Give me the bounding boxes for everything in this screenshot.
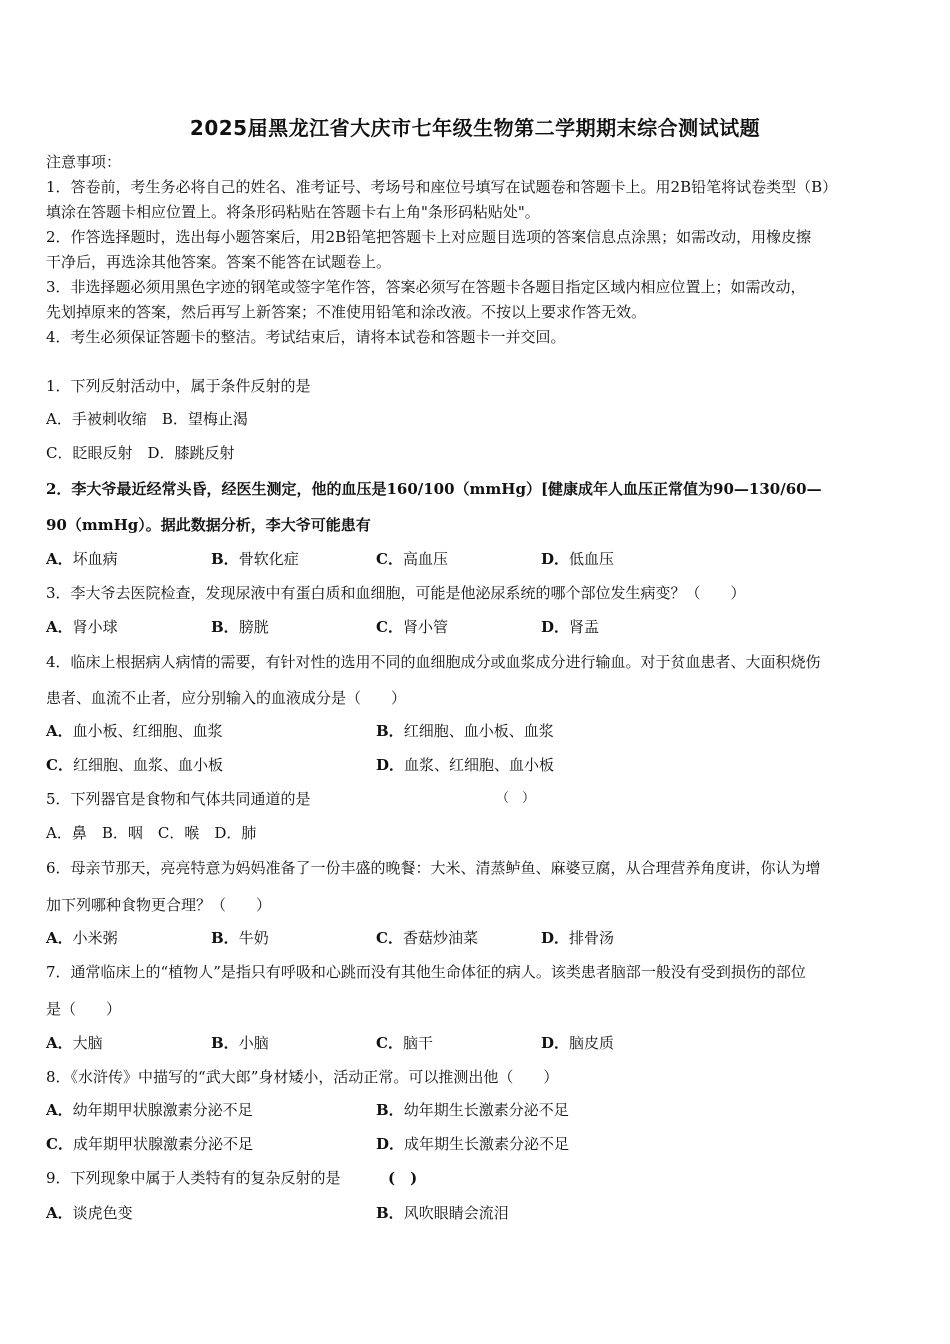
q6-stem-line2: 加下列哪种食物更合理？（ ）	[46, 896, 272, 914]
q8-stem: 8．《水浒传》中描写的“武大郎”身材矮小，活动正常。可以推测出他（ ）	[46, 1068, 559, 1086]
option-letter: A．	[46, 1101, 73, 1119]
option-text: 红细胞、血浆、血小板	[72, 756, 223, 774]
option-text: 坏血病	[72, 550, 118, 568]
option-text: 红细胞、血小板、血浆	[403, 722, 554, 740]
option-letter: D．	[376, 756, 405, 774]
q3-option-d	[541, 617, 599, 637]
q3-option-b	[211, 617, 269, 637]
option-text: 血小板、红细胞、血浆	[72, 722, 223, 740]
notice-line-5: 3．非选择题必须用黑色字迹的钢笔或签字笔作答，答案必须写在答题卡各题目指定区域内相应位置上；如需改动，	[46, 278, 806, 296]
option-text: 牛奶	[238, 929, 269, 947]
option-letter: A．	[46, 1034, 73, 1052]
q8-option-a	[46, 1100, 253, 1120]
q4-stem-line2: 患者、血流不止者，应分别输入的血液成分是（ ）	[46, 689, 407, 707]
option-letter: B．	[211, 550, 239, 568]
option-letter: B．	[376, 722, 404, 740]
q3-stem: 3．李大爷去医院检查，发现尿液中有蛋白质和血细胞，可能是他泌尿系统的哪个部位发生病变？（ ）	[46, 584, 746, 602]
option-letter: D．	[541, 1034, 570, 1052]
q4-option-a	[46, 721, 223, 741]
q8-option-d	[376, 1134, 569, 1154]
option-letter: C．	[376, 618, 403, 636]
q6-option-b	[211, 928, 269, 948]
notice-line-1: 1．答卷前，考生务必将自己的姓名、准考证号、考场号和座位号填写在试题卷和答题卡上。用2B铅笔将试卷类型（B）	[46, 178, 838, 196]
q6-option-d	[541, 928, 614, 948]
q3-option-a	[46, 617, 118, 637]
q2-option-b	[211, 549, 299, 569]
q5-answer-paren: （ ）	[496, 791, 536, 806]
option-text: 幼年期生长激素分泌不足	[403, 1101, 569, 1119]
option-letter: D．	[376, 1135, 405, 1153]
option-letter: A．	[46, 618, 73, 636]
option-text: 骨软化症	[238, 550, 299, 568]
option-letter: B．	[211, 929, 239, 947]
q7-option-d	[541, 1033, 614, 1053]
option-letter: B．	[211, 1034, 239, 1052]
option-letter: A．	[46, 722, 73, 740]
option-letter: C．	[376, 1034, 403, 1052]
option-text: 脑干	[402, 1034, 433, 1052]
option-text: 肾小球	[72, 618, 118, 636]
q3-option-c	[376, 617, 448, 637]
q1-stem: 1．下列反射活动中，属于条件反射的是	[46, 377, 311, 395]
notice-line-7: 4．考生必须保证答题卡的整洁。考试结束后，请将本试卷和答题卡一并交回。	[46, 328, 566, 346]
option-text: 高血压	[402, 550, 448, 568]
option-letter: B．	[211, 618, 239, 636]
option-letter: A．	[46, 550, 73, 568]
option-text: 成年期生长激素分泌不足	[404, 1135, 570, 1153]
option-text: 肾小管	[402, 618, 448, 636]
option-letter: B．	[376, 1204, 404, 1222]
notice-line-6: 先划掉原来的答案，然后再写上新答案；不准使用铅笔和涂改液。不按以上要求作答无效。	[46, 303, 647, 321]
option-letter: C．	[376, 550, 403, 568]
option-letter: A．	[46, 1204, 73, 1222]
option-letter: C．	[46, 1135, 73, 1153]
option-letter: D．	[541, 929, 570, 947]
q6-stem-line1: 6．母亲节那天，亮亮特意为妈妈准备了一份丰盛的晚餐：大米、清蒸鲈鱼、麻婆豆腐，从合理营养角度讲，你认为增	[46, 859, 821, 877]
option-text: 低血压	[569, 550, 615, 568]
option-letter: C．	[46, 756, 73, 774]
q9-stem: 9．下列现象中属于人类特有的复杂反射的是	[46, 1169, 341, 1187]
q2-option-c	[376, 549, 448, 569]
q9-option-b	[376, 1203, 509, 1223]
q6-option-c	[376, 928, 478, 948]
q4-option-d	[376, 755, 554, 775]
notice-line-4: 干净后，再选涂其他答案。答案不能答在试题卷上。	[46, 253, 392, 271]
q7-option-a	[46, 1033, 103, 1053]
option-text: 谈虎色变	[72, 1204, 133, 1222]
q8-option-c	[46, 1134, 253, 1154]
q7-stem-line2: 是（ ）	[46, 1000, 122, 1018]
q5-options-row: A．鼻 B．咽 C．喉 D．肺	[46, 824, 257, 842]
q4-stem-line1: 4．临床上根据病人病情的需要，有针对性的选用不同的血细胞成分或血浆成分进行输血。对于贫血患者、大面积烧伤	[46, 653, 821, 671]
option-letter: D．	[541, 550, 570, 568]
option-letter: B．	[376, 1101, 404, 1119]
q2-stem-line2: 90（mmHg）。据此数据分析，李大爷可能患有	[46, 516, 371, 534]
q9-answer-paren: ( )	[388, 1169, 418, 1187]
q6-option-a	[46, 928, 118, 948]
option-letter: C．	[376, 929, 403, 947]
option-text: 小米粥	[72, 929, 118, 947]
q1-options-row1: A．手被刺收缩 B．望梅止渴	[46, 410, 248, 428]
option-text: 风吹眼睛会流泪	[403, 1204, 509, 1222]
option-text: 脑皮质	[569, 1034, 615, 1052]
q4-option-c	[46, 755, 223, 775]
option-text: 大脑	[72, 1034, 103, 1052]
q8-option-b	[376, 1100, 569, 1120]
option-text: 膀胱	[238, 618, 269, 636]
page-title: 2025届黑龙江省大庆市七年级生物第二学期期末综合测试试题	[189, 116, 761, 140]
q7-option-b	[211, 1033, 269, 1053]
notice-heading: 注意事项：	[46, 153, 122, 171]
q2-option-a	[46, 549, 118, 569]
q4-option-b	[376, 721, 554, 741]
option-text: 幼年期甲状腺激素分泌不足	[72, 1101, 253, 1119]
q2-stem-line1: 2．李大爷最近经常头昏，经医生测定，他的血压是160/100（mmHg）[健康成年人血压正常值为90—130/60—	[46, 480, 822, 498]
option-text: 血浆、红细胞、血小板	[404, 756, 555, 774]
notice-line-2: 填涂在答题卡相应位置上。将条形码粘贴在答题卡右上角"条形码粘贴处"。	[46, 203, 540, 221]
q1-options-row2: C．眨眼反射 D．膝跳反射	[46, 444, 235, 462]
option-text: 肾盂	[569, 618, 600, 636]
option-letter: A．	[46, 929, 73, 947]
q7-stem-line1: 7．通常临床上的“植物人”是指只有呼吸和心跳而没有其他生命体征的病人。该类患者脑部一般没有受到损伤的部位	[46, 963, 806, 981]
option-letter: D．	[541, 618, 570, 636]
option-text: 成年期甲状腺激素分泌不足	[72, 1135, 253, 1153]
q7-option-c	[376, 1033, 433, 1053]
option-text: 香菇炒油菜	[402, 929, 478, 947]
q5-stem: 5．下列器官是食物和气体共同通道的是	[46, 790, 311, 808]
notice-line-3: 2．作答选择题时，选出每小题答案后，用2B铅笔把答题卡上对应题目选项的答案信息点涂黑；如需改动，用橡皮擦	[46, 228, 812, 246]
q9-option-a	[46, 1203, 133, 1223]
option-text: 排骨汤	[569, 929, 615, 947]
q2-option-d	[541, 549, 614, 569]
option-text: 小脑	[238, 1034, 269, 1052]
